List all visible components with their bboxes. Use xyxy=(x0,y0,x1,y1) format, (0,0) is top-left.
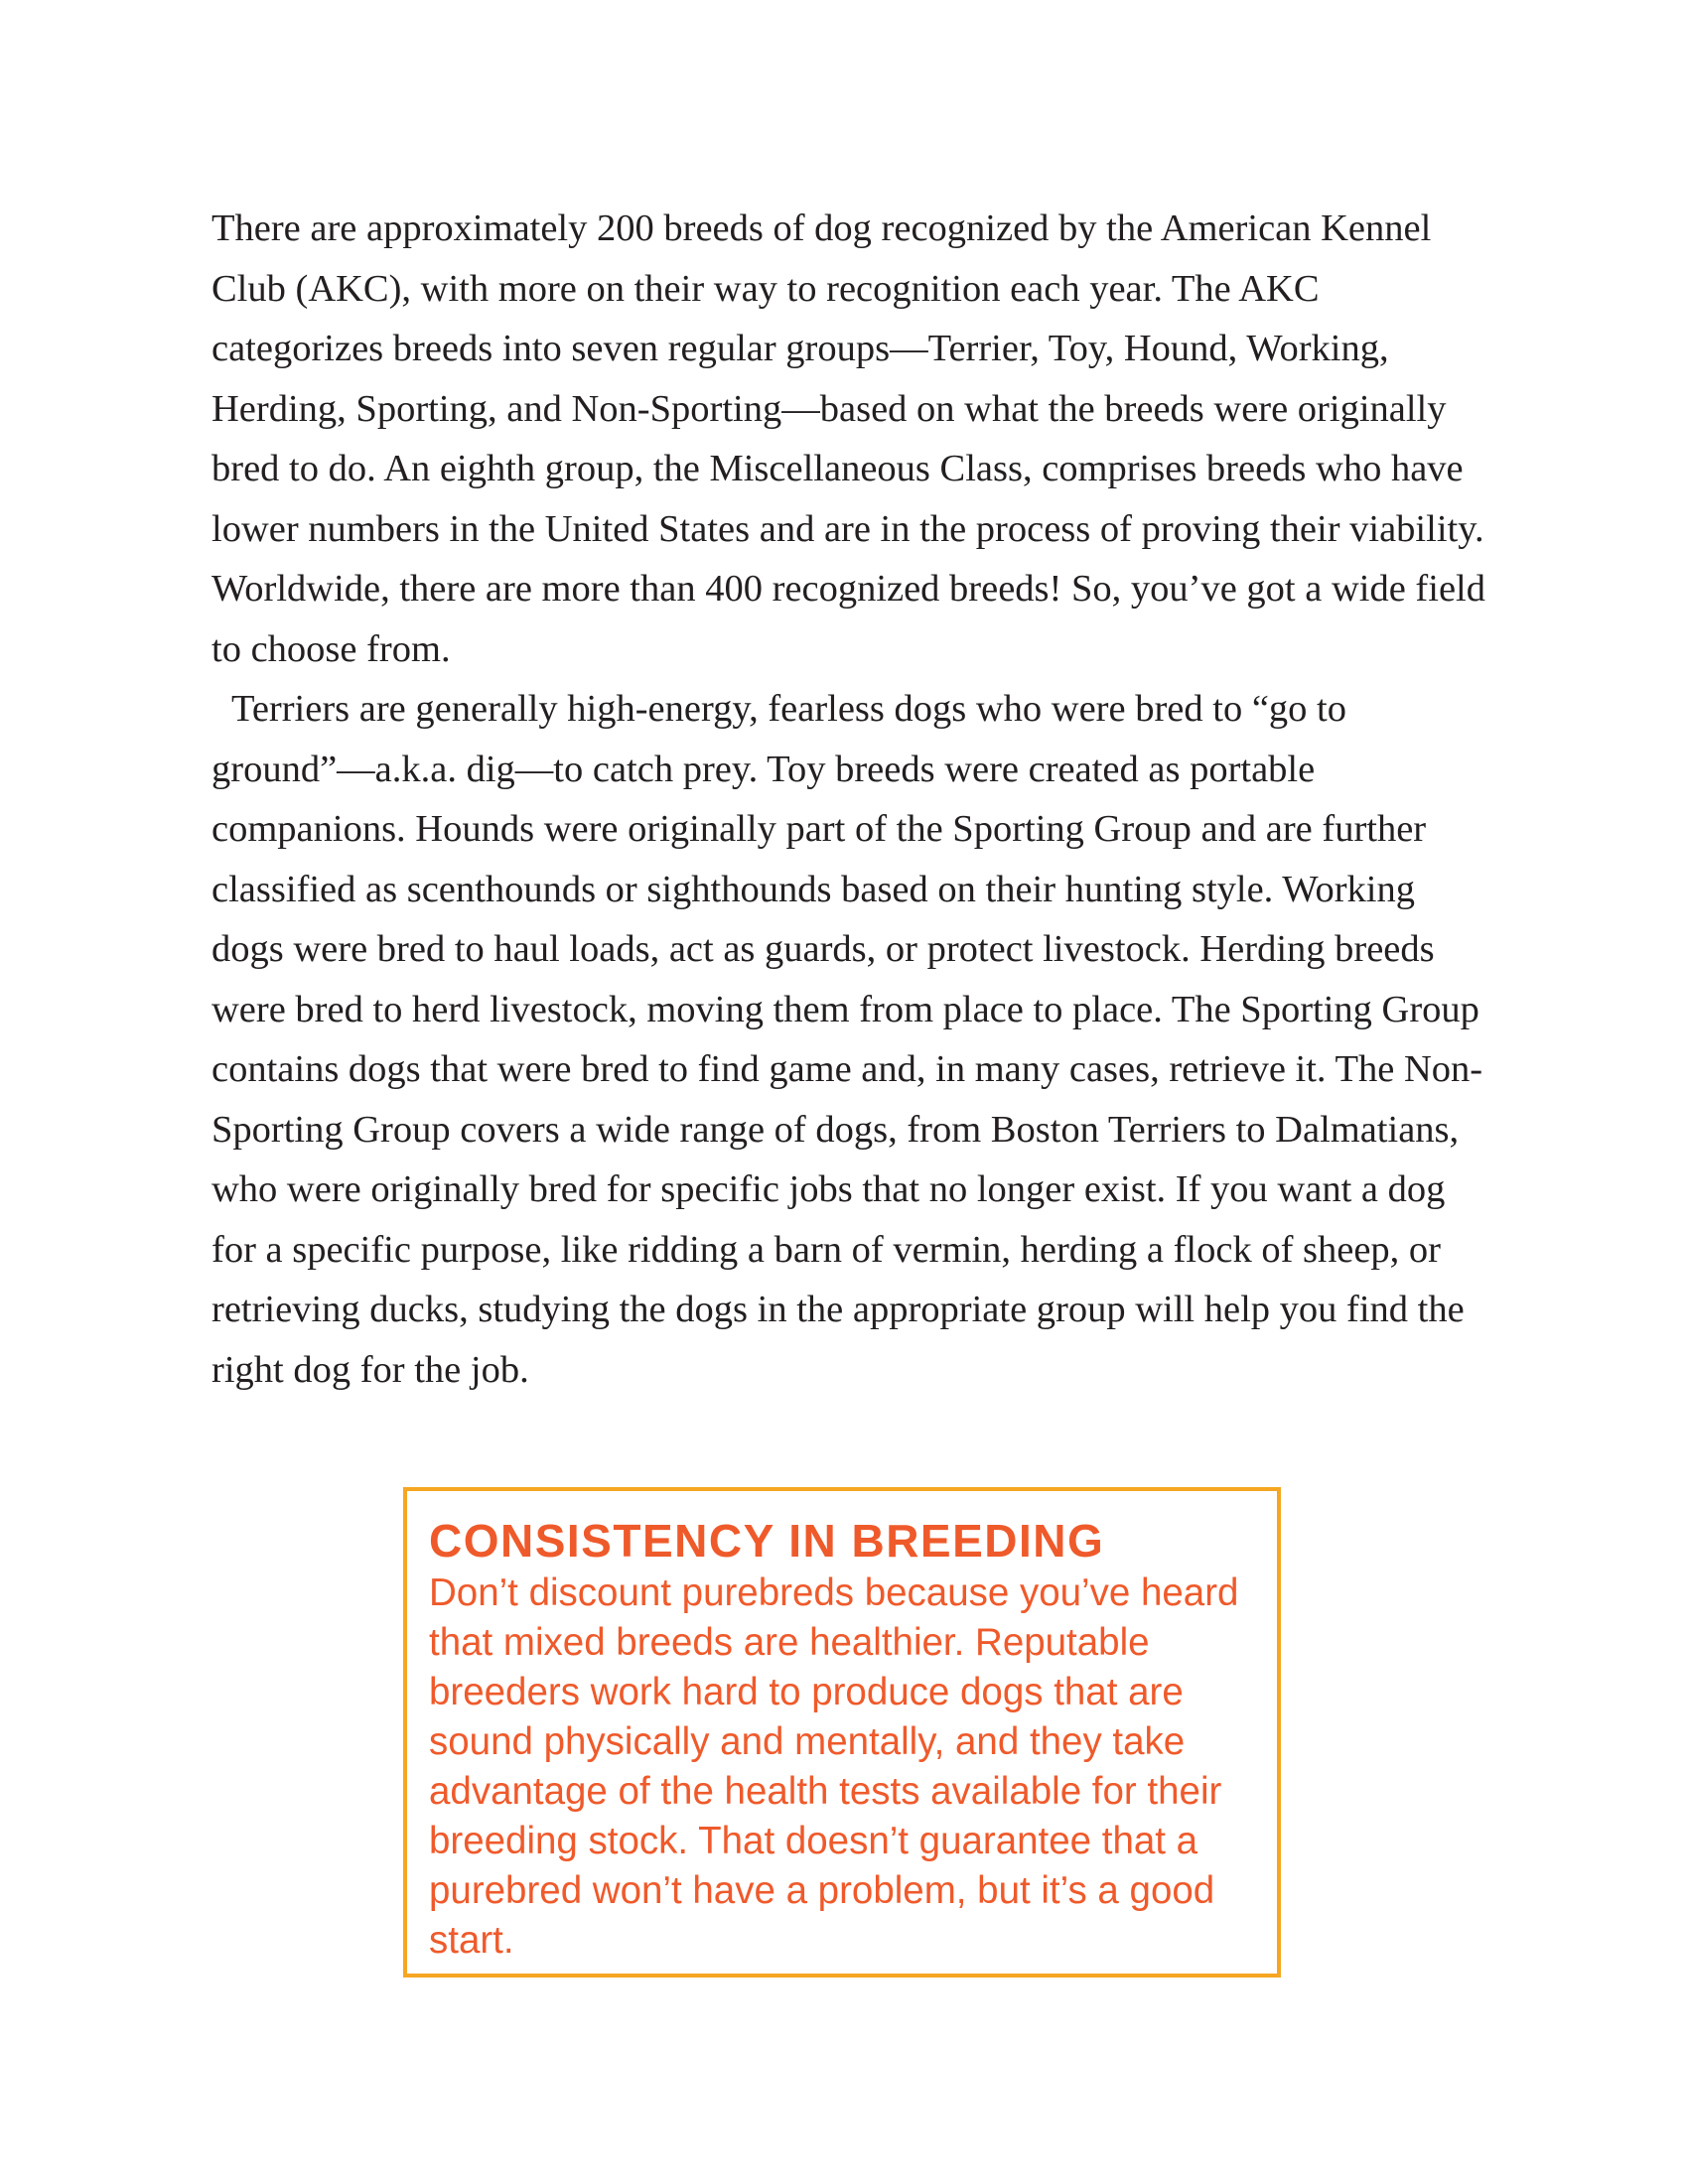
body-text xyxy=(211,199,1487,1400)
paragraph-akc-groups: There are approximately 200 breeds of dog recognized by the American Kennel Club (AKC), with more on their way to recognition each year. The AKC categorizes breeds into seven regular groups—Terrier, Toy, Hound, Working, Herding, Sporting, and Non-Sporting—based on what the breeds were originally bred to do. An eighth group, the Miscellaneous Class, comprises breeds who have lower numbers in the United States and are in the process of proving their viability. Worldwide, there are more than 400 recognized breeds! So, you’ve got a wide field to choose from. xyxy=(211,207,1485,670)
paragraph-group-descriptions: Terriers are generally high-energy, fearless dogs who were bred to “go to ground”—a.k.a. dig—to catch prey. Toy breeds were created as portable companions. Hounds were originally part of the Sporting Group and are further classified as scenthounds or sighthounds based on their hunting style. Working dogs were bred to haul loads, act as guards, or protect livestock. Herding breeds were bred to herd livestock, moving them from place to place. The Sporting Group contains dogs that were bred to find game and, in many cases, retrieve it. The Non-Sporting Group covers a wide range of dogs, from Boston Terriers to Dalmatians, who were originally bred for specific jobs that no longer exist. If you want a dog for a specific purpose, like ridding a barn of vermin, herding a flock of sheep, or retrieving ducks, studying the dogs in the appropriate group will help you find the right dog for the job. xyxy=(211,688,1483,1391)
sidebar-title: CONSISTENCY IN BREEDING xyxy=(429,1515,1105,1567)
sidebar-box xyxy=(403,1487,1281,1978)
sidebar-text: Don’t discount purebreds because you’ve heard that mixed breeds are healthier. Reputable breeders work hard to produce dogs that are sound physically and mentally, and they take advantage of the health tests available for their breeding stock. That doesn’t guarantee that a purebred won’t have a problem, but it’s a good start. xyxy=(429,1571,1239,1962)
